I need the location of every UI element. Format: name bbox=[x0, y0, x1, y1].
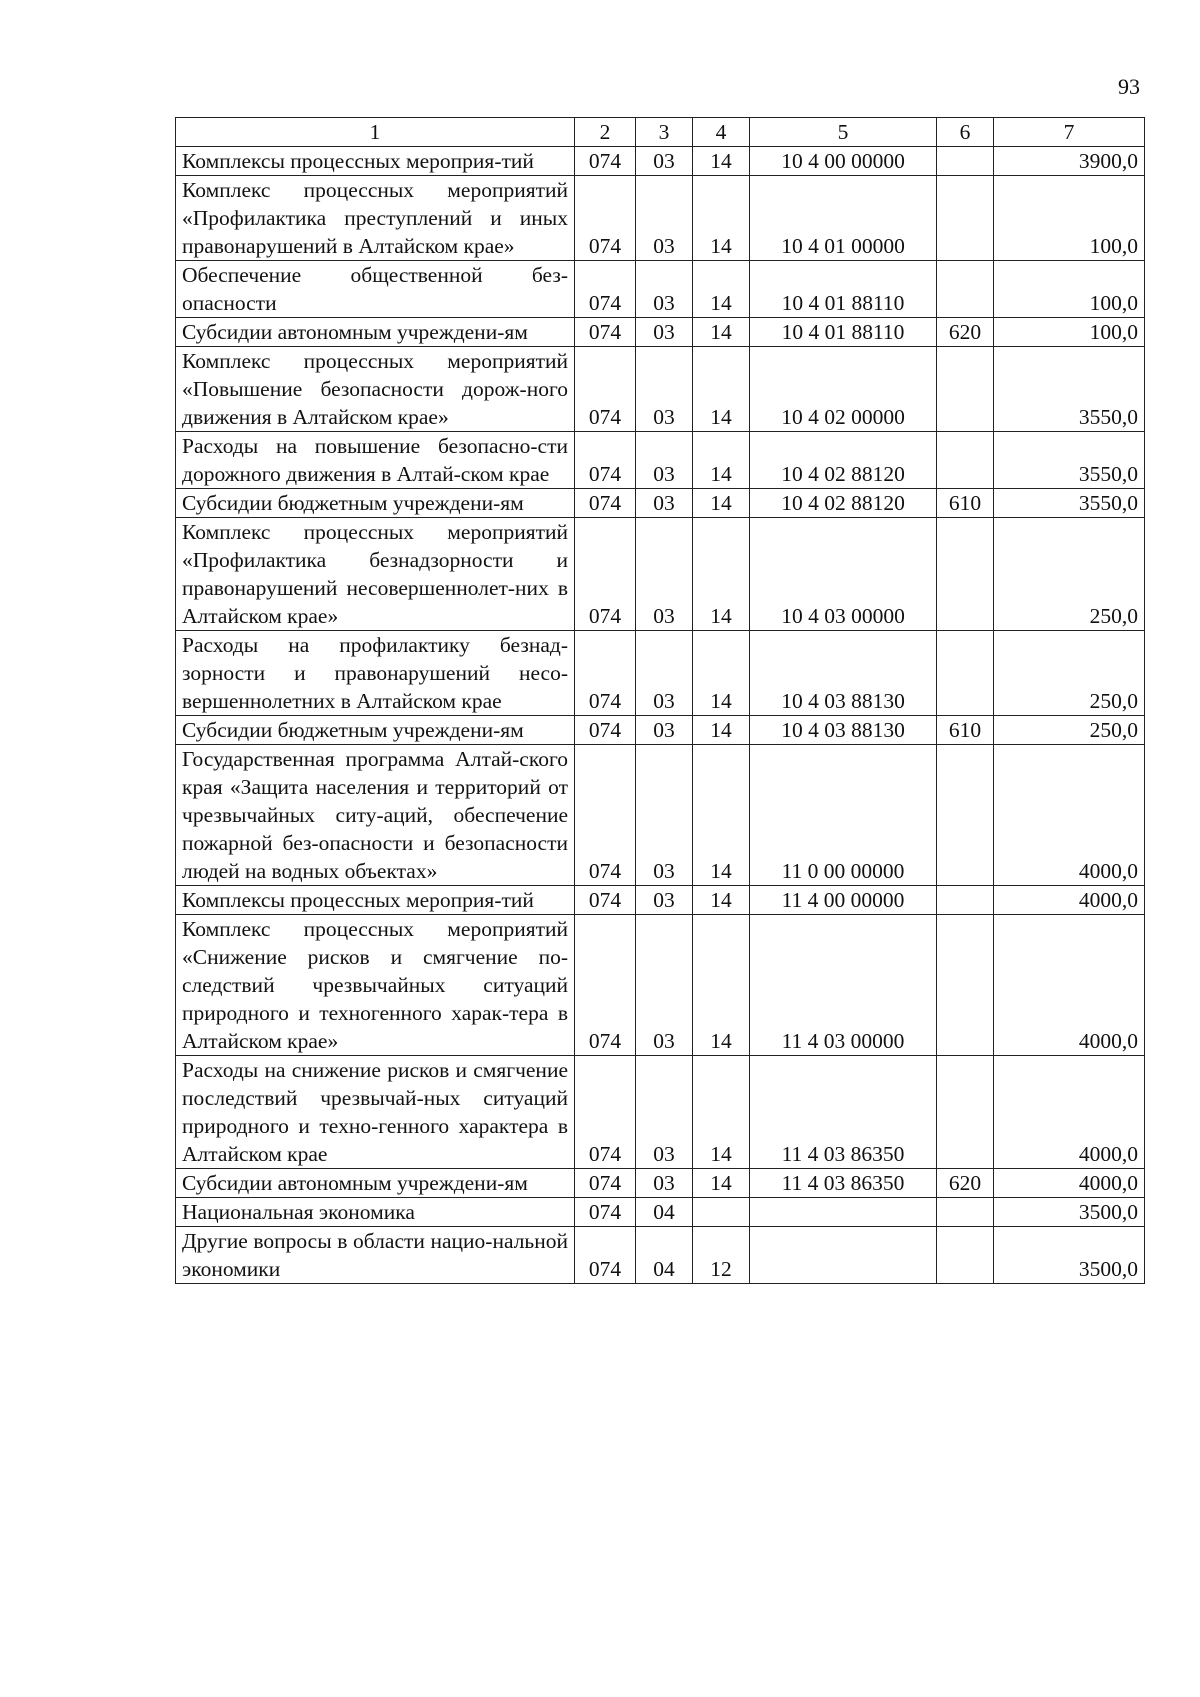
ministry-code: 074 bbox=[575, 1227, 636, 1284]
target-article-code: 11 4 00 00000 bbox=[750, 886, 937, 915]
item-name: Комплекс процессных мероприятий «Снижение рисков и смягчение по-следствий чрезвычайных ситуаций природного и техногенного харак-тера в Алтайском крае» bbox=[176, 915, 575, 1056]
ministry-code: 074 bbox=[575, 261, 636, 318]
amount: 3550,0 bbox=[994, 347, 1145, 432]
table-row bbox=[176, 1169, 1145, 1198]
section-code: 03 bbox=[636, 518, 693, 631]
subsection-code: 14 bbox=[693, 318, 750, 347]
item-name: Субсидии автономным учреждени-ям bbox=[176, 318, 575, 347]
item-name: Расходы на снижение рисков и смягчение последствий чрезвычай-ных ситуаций природного и техно-генного характера в Алтайском крае bbox=[176, 1056, 575, 1169]
section-code: 03 bbox=[636, 261, 693, 318]
expense-type-code bbox=[937, 1198, 994, 1227]
section-code: 03 bbox=[636, 915, 693, 1056]
target-article-code bbox=[750, 1227, 937, 1284]
amount: 4000,0 bbox=[994, 745, 1145, 886]
ministry-code: 074 bbox=[575, 176, 636, 261]
amount: 4000,0 bbox=[994, 1056, 1145, 1169]
table-header bbox=[176, 118, 1145, 147]
table-row bbox=[176, 176, 1145, 261]
target-article-code bbox=[750, 1198, 937, 1227]
amount: 4000,0 bbox=[994, 1169, 1145, 1198]
expense-type-code bbox=[937, 432, 994, 489]
header-cell-1: 1 bbox=[176, 118, 575, 147]
subsection-code: 14 bbox=[693, 631, 750, 716]
table-row bbox=[176, 1056, 1145, 1169]
item-name: Расходы на профилактику безнад-зорности и правонарушений несо-вершеннолетних в Алтайском крае bbox=[176, 631, 575, 716]
amount: 250,0 bbox=[994, 631, 1145, 716]
ministry-code: 074 bbox=[575, 915, 636, 1056]
page-number: 93 bbox=[1118, 74, 1140, 99]
section-code: 03 bbox=[636, 176, 693, 261]
subsection-code: 14 bbox=[693, 432, 750, 489]
amount: 250,0 bbox=[994, 518, 1145, 631]
item-name: Комплекс процессных мероприятий «Профилактика преступлений и иных правонарушений в Алтайском крае» bbox=[176, 176, 575, 261]
table-row bbox=[176, 1227, 1145, 1284]
header-cell-6: 6 bbox=[937, 118, 994, 147]
header-row bbox=[176, 118, 1145, 147]
subsection-code: 12 bbox=[693, 1227, 750, 1284]
ministry-code: 074 bbox=[575, 518, 636, 631]
section-code: 03 bbox=[636, 716, 693, 745]
item-name: Расходы на повышение безопасно-сти дорожного движения в Алтай-ском крае bbox=[176, 432, 575, 489]
subsection-code: 14 bbox=[693, 716, 750, 745]
amount: 3550,0 bbox=[994, 432, 1145, 489]
amount: 3500,0 bbox=[994, 1198, 1145, 1227]
amount: 4000,0 bbox=[994, 886, 1145, 915]
expense-type-code bbox=[937, 886, 994, 915]
target-article-code: 10 4 03 00000 bbox=[750, 518, 937, 631]
subsection-code: 14 bbox=[693, 745, 750, 886]
target-article-code: 11 0 00 00000 bbox=[750, 745, 937, 886]
amount: 100,0 bbox=[994, 318, 1145, 347]
expense-type-code bbox=[937, 261, 994, 318]
subsection-code: 14 bbox=[693, 1169, 750, 1198]
table-row bbox=[176, 745, 1145, 886]
expense-type-code: 610 bbox=[937, 489, 994, 518]
table-row bbox=[176, 147, 1145, 176]
expense-type-code bbox=[937, 518, 994, 631]
section-code: 03 bbox=[636, 1169, 693, 1198]
subsection-code: 14 bbox=[693, 915, 750, 1056]
target-article-code: 10 4 03 88130 bbox=[750, 631, 937, 716]
section-code: 03 bbox=[636, 432, 693, 489]
table-row bbox=[176, 518, 1145, 631]
ministry-code: 074 bbox=[575, 1169, 636, 1198]
ministry-code: 074 bbox=[575, 432, 636, 489]
amount: 3900,0 bbox=[994, 147, 1145, 176]
expense-type-code: 610 bbox=[937, 716, 994, 745]
ministry-code: 074 bbox=[575, 147, 636, 176]
target-article-code: 10 4 02 88120 bbox=[750, 489, 937, 518]
subsection-code: 14 bbox=[693, 147, 750, 176]
subsection-code: 14 bbox=[693, 1056, 750, 1169]
section-code: 03 bbox=[636, 347, 693, 432]
item-name: Национальная экономика bbox=[176, 1198, 575, 1227]
table-row bbox=[176, 716, 1145, 745]
ministry-code: 074 bbox=[575, 347, 636, 432]
target-article-code: 10 4 01 88110 bbox=[750, 261, 937, 318]
amount: 3550,0 bbox=[994, 489, 1145, 518]
section-code: 03 bbox=[636, 489, 693, 518]
subsection-code: 14 bbox=[693, 176, 750, 261]
ministry-code: 074 bbox=[575, 631, 636, 716]
target-article-code: 10 4 02 88120 bbox=[750, 432, 937, 489]
table-body bbox=[176, 147, 1145, 1284]
amount: 3500,0 bbox=[994, 1227, 1145, 1284]
table-row bbox=[176, 1198, 1145, 1227]
ministry-code: 074 bbox=[575, 716, 636, 745]
item-name: Обеспечение общественной без-опасности bbox=[176, 261, 575, 318]
table-row bbox=[176, 631, 1145, 716]
table-row bbox=[176, 915, 1145, 1056]
amount: 4000,0 bbox=[994, 915, 1145, 1056]
expense-type-code bbox=[937, 915, 994, 1056]
section-code: 03 bbox=[636, 147, 693, 176]
target-article-code: 10 4 02 00000 bbox=[750, 347, 937, 432]
item-name: Другие вопросы в области нацио-нальной экономики bbox=[176, 1227, 575, 1284]
table-row bbox=[176, 886, 1145, 915]
expense-type-code bbox=[937, 1056, 994, 1169]
ministry-code: 074 bbox=[575, 1198, 636, 1227]
amount: 100,0 bbox=[994, 176, 1145, 261]
subsection-code bbox=[693, 1198, 750, 1227]
expense-type-code: 620 bbox=[937, 1169, 994, 1198]
section-code: 04 bbox=[636, 1227, 693, 1284]
item-name: Комплексы процессных мероприя-тий bbox=[176, 886, 575, 915]
item-name: Комплекс процессных мероприятий «Повышение безопасности дорож-ного движения в Алтайском крае» bbox=[176, 347, 575, 432]
header-cell-7: 7 bbox=[994, 118, 1145, 147]
expense-type-code: 620 bbox=[937, 318, 994, 347]
section-code: 03 bbox=[636, 886, 693, 915]
item-name: Комплекс процессных мероприятий «Профилактика безнадзорности и правонарушений несовершеннолет-них в Алтайском крае» bbox=[176, 518, 575, 631]
budget-table bbox=[175, 117, 1145, 1284]
target-article-code: 11 4 03 86350 bbox=[750, 1169, 937, 1198]
table-row bbox=[176, 318, 1145, 347]
target-article-code: 10 4 01 88110 bbox=[750, 318, 937, 347]
header-cell-2: 2 bbox=[575, 118, 636, 147]
ministry-code: 074 bbox=[575, 1056, 636, 1169]
ministry-code: 074 bbox=[575, 318, 636, 347]
item-name: Субсидии автономным учреждени-ям bbox=[176, 1169, 575, 1198]
subsection-code: 14 bbox=[693, 261, 750, 318]
item-name: Государственная программа Алтай-ского края «Защита населения и территорий от чрезвычайных ситу-аций, обеспечение пожарной без-опасности и безопасности людей на водных объектах» bbox=[176, 745, 575, 886]
target-article-code: 11 4 03 00000 bbox=[750, 915, 937, 1056]
expense-type-code bbox=[937, 147, 994, 176]
expense-type-code bbox=[937, 631, 994, 716]
item-name: Субсидии бюджетным учреждени-ям bbox=[176, 716, 575, 745]
item-name: Субсидии бюджетным учреждени-ям bbox=[176, 489, 575, 518]
target-article-code: 10 4 00 00000 bbox=[750, 147, 937, 176]
subsection-code: 14 bbox=[693, 886, 750, 915]
expense-type-code bbox=[937, 176, 994, 261]
section-code: 03 bbox=[636, 631, 693, 716]
table-row bbox=[176, 347, 1145, 432]
section-code: 03 bbox=[636, 318, 693, 347]
subsection-code: 14 bbox=[693, 347, 750, 432]
expense-type-code bbox=[937, 745, 994, 886]
table-row bbox=[176, 261, 1145, 318]
expense-type-code bbox=[937, 347, 994, 432]
target-article-code: 10 4 01 00000 bbox=[750, 176, 937, 261]
header-cell-4: 4 bbox=[693, 118, 750, 147]
item-name: Комплексы процессных мероприя-тий bbox=[176, 147, 575, 176]
amount: 100,0 bbox=[994, 261, 1145, 318]
table-row bbox=[176, 432, 1145, 489]
ministry-code: 074 bbox=[575, 489, 636, 518]
amount: 250,0 bbox=[994, 716, 1145, 745]
header-cell-5: 5 bbox=[750, 118, 937, 147]
section-code: 03 bbox=[636, 745, 693, 886]
header-cell-3: 3 bbox=[636, 118, 693, 147]
subsection-code: 14 bbox=[693, 489, 750, 518]
ministry-code: 074 bbox=[575, 886, 636, 915]
ministry-code: 074 bbox=[575, 745, 636, 886]
section-code: 03 bbox=[636, 1056, 693, 1169]
target-article-code: 10 4 03 88130 bbox=[750, 716, 937, 745]
table-row bbox=[176, 489, 1145, 518]
section-code: 04 bbox=[636, 1198, 693, 1227]
target-article-code: 11 4 03 86350 bbox=[750, 1056, 937, 1169]
subsection-code: 14 bbox=[693, 518, 750, 631]
expense-type-code bbox=[937, 1227, 994, 1284]
